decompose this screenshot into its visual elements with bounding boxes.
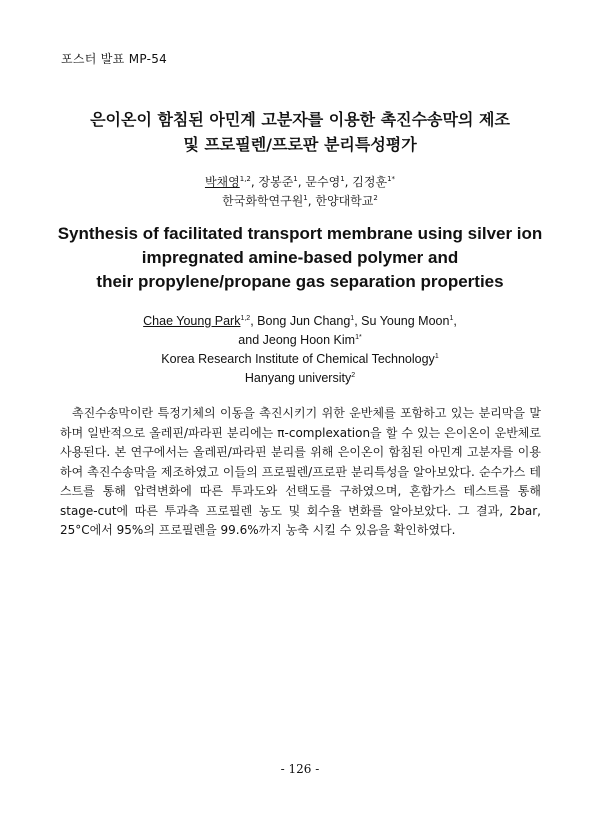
english-affiliation-1 [60, 350, 540, 369]
english-affiliation-2 [60, 369, 540, 388]
korean-title [60, 107, 540, 157]
english-title-line-1: Synthesis of facilitated transport membrane using silver ion [57, 224, 543, 243]
session-label: 포스터 발표 MP-54 [61, 52, 168, 66]
english-author-list-line-2 [60, 331, 540, 350]
korean-author: 문수영 [305, 175, 341, 189]
affiliation-superscript: 2 [373, 194, 378, 202]
separator: , [297, 175, 306, 189]
english-author-list-line-1 [60, 312, 540, 331]
author-superscript: 1* [387, 175, 396, 183]
english-author: Chae Young Park [143, 314, 241, 328]
abstract-paragraph: 촉진수송막이란 특정기체의 이동을 촉진시키기 위한 운반체를 포함하고 있는 분리막을 말하며 일반적으로 올레핀/파라핀 분리에는 π-complexation을 할 수 있는 은이온이 운반체로 사용된다. 본 연구에서는 올레핀/파라핀 분리를 위해 은이온이 함침된 아민계 고분자를 이용하여 촉진수송막을 제조하였고 이들의 프로필렌/프로판 분리특성을 알아보았다. 순수가스 테스트를 통해 압력변화에 따른 투과도와 선택도를 구하였으며, 혼합가스 테스트를 통해 stage-cut에 따른 투과측 프로필렌 농도 및 회수율 변화를 알아보았다. 그 결과, 2bar, 25°C에서 95%의 프로필렌을 99.6%까지 농축 시킬 수 있음을 확인하였다. [60, 406, 541, 537]
affiliation-superscript: 1 [434, 352, 439, 360]
english-title-line-3: their propylene/propane gas separation properties [96, 272, 504, 291]
korean-author: 박채영 [204, 175, 240, 189]
english-author: Su Young Moon [361, 314, 450, 328]
separator: , [354, 314, 362, 328]
separator: , [453, 314, 457, 328]
conjunction: and [238, 333, 263, 347]
korean-author-list [60, 173, 540, 192]
english-title-line-2: impregnated amine-based polymer and [141, 248, 459, 267]
page-number: - 126 - [280, 762, 320, 776]
korean-affiliation: 한국화학연구원 [222, 194, 304, 208]
separator: , [344, 175, 353, 189]
author-superscript: 1* [355, 333, 362, 341]
separator: , [250, 314, 258, 328]
korean-title-line-2: 및 프로필렌/프로판 분리특성평가 [183, 135, 417, 154]
separator: , [250, 175, 259, 189]
author-superscript: 1 [293, 175, 298, 183]
english-title [40, 222, 560, 294]
separator: , [307, 194, 316, 208]
korean-affiliation: 한양대학교 [315, 194, 374, 208]
affiliation-name: Korea Research Institute of Chemical Technology [161, 352, 435, 366]
korean-author: 김정훈 [352, 175, 388, 189]
affiliation-superscript: 1 [303, 194, 308, 202]
affiliation-superscript: 2 [351, 371, 356, 379]
english-author: Bong Jun Chang [257, 314, 351, 328]
korean-title-line-1: 은이온이 함침된 아민계 고분자를 이용한 촉진수송막의 제조 [90, 110, 510, 129]
author-superscript: 1 [350, 314, 355, 322]
english-author: Jeong Hoon Kim [262, 333, 356, 347]
author-superscript: 1,2 [239, 175, 251, 183]
author-superscript: 1,2 [240, 314, 251, 322]
korean-affiliations [60, 192, 540, 211]
english-authors-block [60, 312, 540, 388]
affiliation-name: Hanyang university [244, 371, 352, 385]
author-superscript: 1 [449, 314, 454, 322]
korean-authors-block [60, 173, 540, 211]
author-superscript: 1 [340, 175, 345, 183]
korean-author: 장봉준 [258, 175, 294, 189]
